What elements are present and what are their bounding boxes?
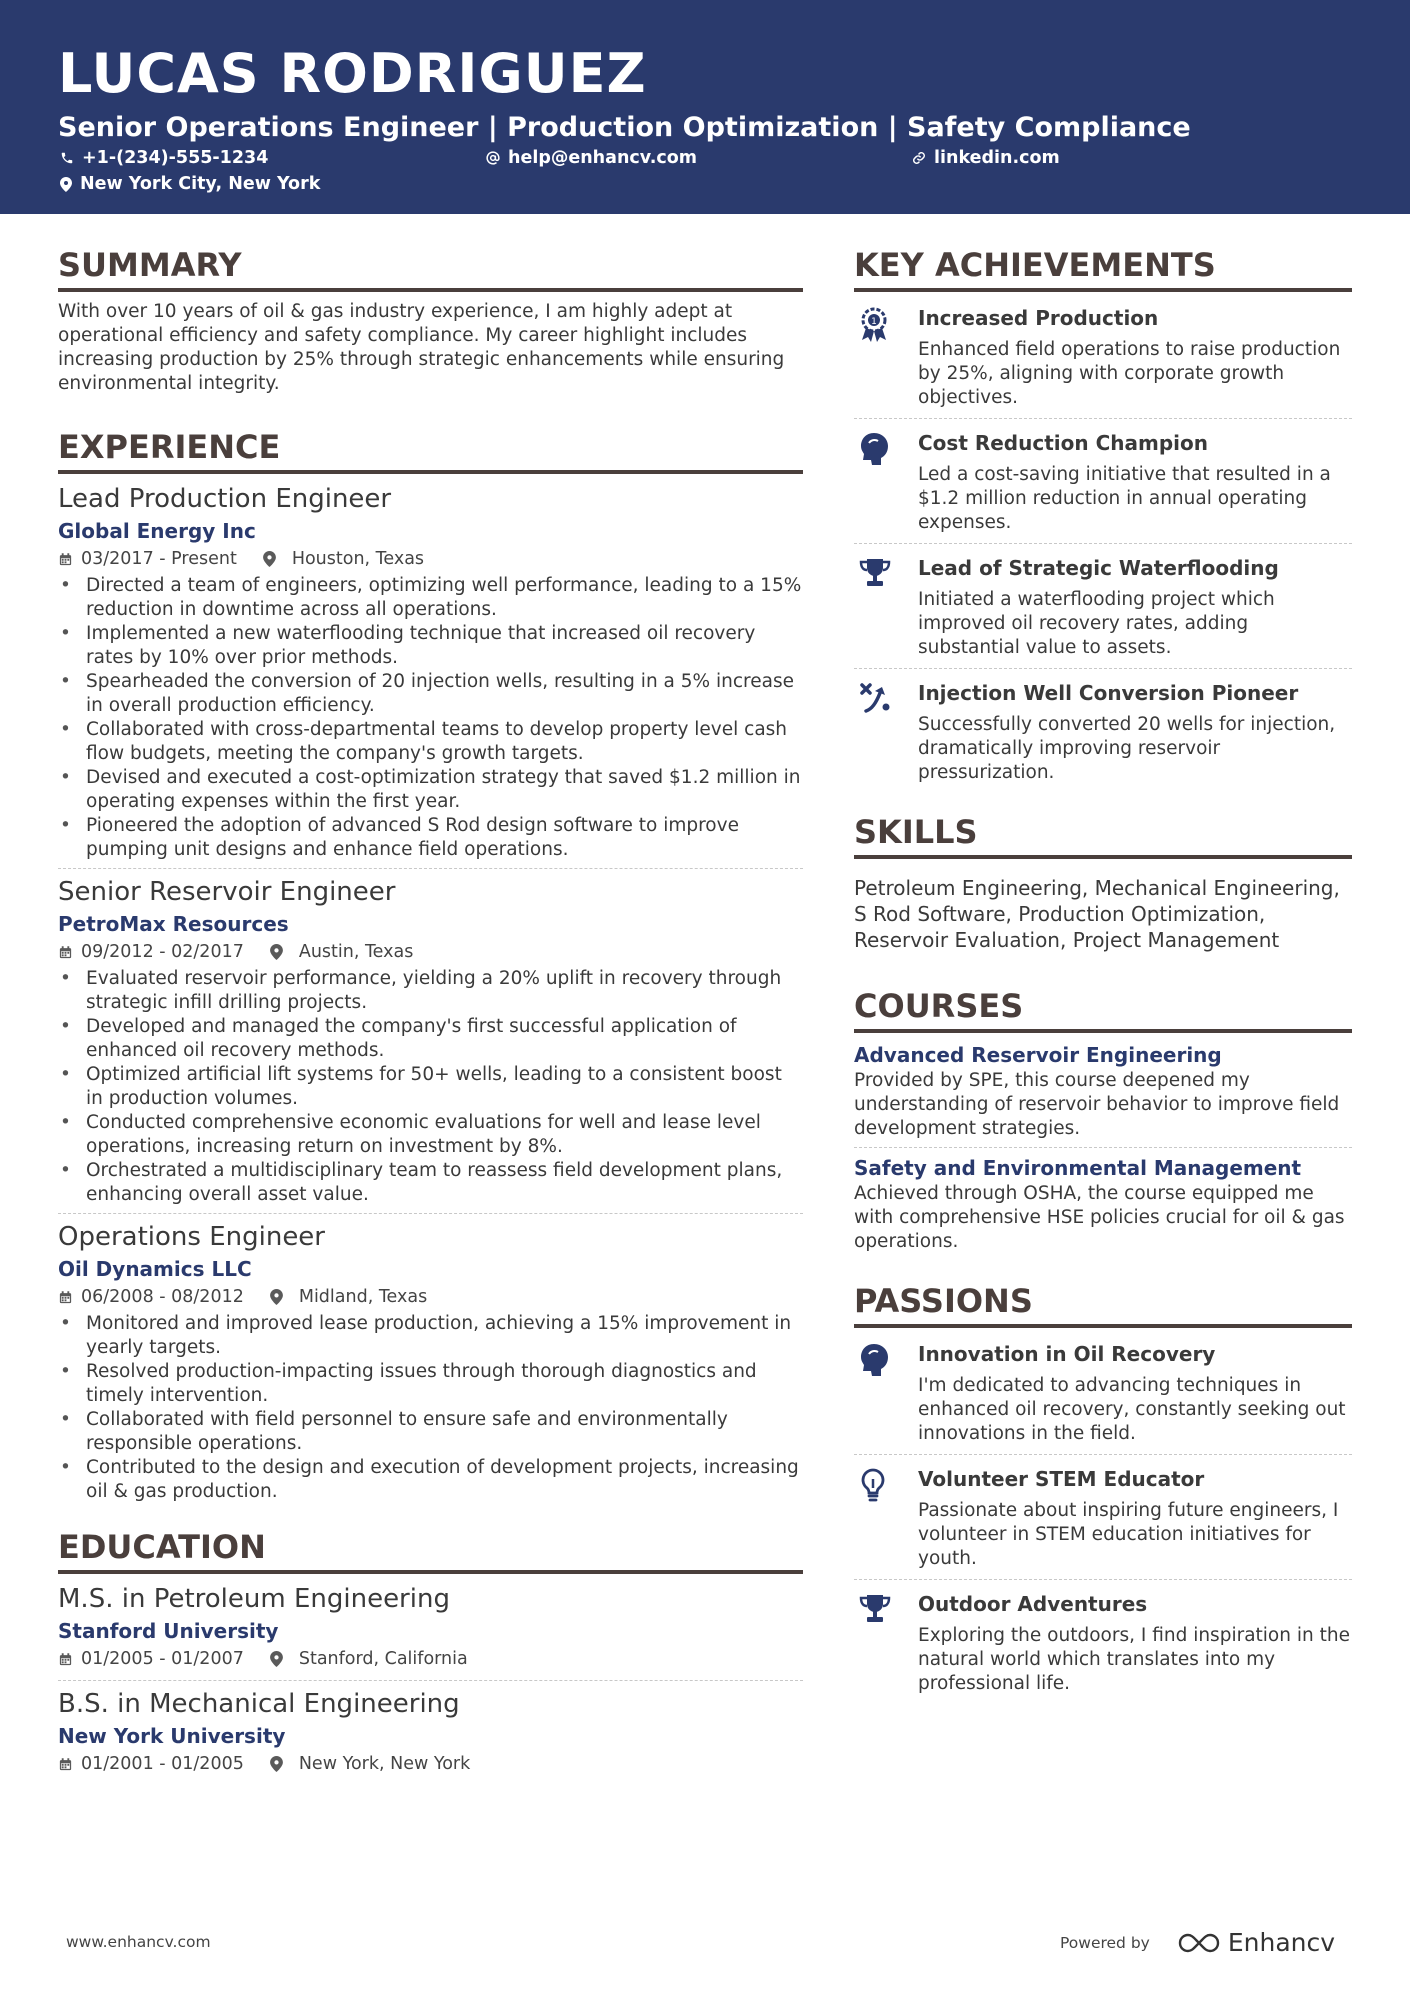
location-pin-icon	[270, 1651, 291, 1667]
bullet-item: • Monitored and improved lease production, achieving a 15% improvement in yearly targets.	[86, 1312, 803, 1360]
achievements-item-text: Led a cost-saving initiative that resulted in a $1.2 million reduction in annual operating expenses.	[918, 464, 1331, 533]
passions-item	[854, 1580, 1352, 1702]
achievements-content	[918, 554, 1352, 660]
location-pin-icon	[270, 1289, 291, 1305]
strategy-icon	[854, 679, 918, 785]
bullet-item: • Orchestrated a multidisciplinary team to reassess field development plans, enhancing overall asset value.	[86, 1159, 803, 1207]
meta-row	[58, 1646, 803, 1672]
bullet-item: • Resolved production-impacting issues through thorough diagnostics and timely intervention.	[86, 1360, 803, 1408]
phone-contact[interactable]	[60, 146, 268, 170]
enhancv-logo[interactable]	[1176, 1928, 1335, 1957]
achievements-item-title: Injection Well Conversion Pioneer	[918, 681, 1299, 705]
achievements-item-title: Increased Production	[918, 306, 1159, 330]
divider	[58, 1213, 803, 1214]
trophy-icon	[854, 554, 918, 660]
passions-item-title: Innovation in Oil Recovery	[918, 1342, 1216, 1366]
achievements-title: KEY ACHIEVEMENTS	[854, 244, 1352, 292]
company-name: Global Energy Inc	[58, 519, 256, 543]
enhancv-logo-text: Enhancv	[1227, 1928, 1336, 1957]
bullet-item: • Developed and managed the company's first successful application of enhanced oil recovery methods.	[86, 1015, 803, 1063]
course-item	[854, 1041, 1352, 1148]
footer-powered	[1060, 1928, 1335, 1957]
education-item	[58, 1582, 803, 1681]
degree-title: B.S. in Mechanical Engineering	[58, 1689, 460, 1719]
meta-row	[58, 1284, 803, 1310]
achievements-item	[854, 669, 1352, 791]
trophy-icon	[854, 1590, 918, 1696]
passions-list	[854, 1330, 1352, 1702]
email-text: help@enhancv.com	[508, 148, 698, 168]
divider	[58, 868, 803, 869]
calendar-icon	[58, 1652, 81, 1667]
school-name: Stanford University	[58, 1619, 279, 1643]
achievements-item-text: Enhanced field operations to raise production by 25%, aligning with corporate growth objectives.	[918, 339, 1341, 408]
at-icon	[486, 151, 500, 165]
footer-website[interactable]: www.enhancv.com	[66, 1933, 211, 1951]
passions-item-text: I'm dedicated to advancing techniques in enhanced oil recovery, constantly seeking out innovations in the field.	[918, 1375, 1346, 1444]
bullet-item: • Devised and executed a cost-optimization strategy that saved $1.2 million in operating expenses within the first year.	[86, 766, 803, 814]
enhancv-logo-icon	[1176, 1931, 1222, 1955]
phone-icon	[60, 151, 74, 165]
achievements-content	[918, 679, 1352, 785]
passions-item	[854, 1455, 1352, 1577]
summary-title: SUMMARY	[58, 244, 803, 292]
experience-list	[58, 482, 803, 1504]
linkedin-contact[interactable]	[912, 146, 1060, 170]
course-text: Provided by SPE, this course deepened my understanding of reservoir behavior to improve field development strategies.	[854, 1070, 1340, 1139]
school-name: New York University	[58, 1724, 286, 1748]
skills-title: SKILLS	[854, 811, 1352, 859]
achievements-content	[918, 429, 1352, 535]
right-column	[854, 244, 1352, 1702]
head-icon	[854, 1340, 918, 1446]
experience-item	[58, 875, 803, 1214]
job-role: Lead Production Engineer	[58, 484, 392, 514]
candidate-name: LUCAS RODRIGUEZ	[58, 42, 647, 105]
degree-title: M.S. in Petroleum Engineering	[58, 1584, 450, 1614]
passions-title: PASSIONS	[854, 1280, 1352, 1328]
calendar-icon	[58, 1757, 81, 1772]
achievements-item-title: Lead of Strategic Waterflooding	[918, 556, 1279, 580]
course-text: Achieved through OSHA, the course equipped me with comprehensive HSE policies crucial for oil & gas operations.	[854, 1183, 1345, 1252]
bullet-item: • Optimized artificial lift systems for 50+ wells, leading to a consistent boost in production volumes.	[86, 1063, 803, 1111]
bullet-item: • Pioneered the adoption of advanced S Rod design software to improve pumping unit designs and enhance field operations.	[86, 814, 803, 862]
achievements-list	[854, 294, 1352, 791]
bullet-list	[58, 574, 803, 862]
achievements-item-text: Successfully converted 20 wells for injection, dramatically improving reservoir pressurization.	[918, 714, 1336, 783]
experience-title: EXPERIENCE	[58, 426, 803, 474]
achievements-item	[854, 544, 1352, 666]
phone-text: +1-(234)-555-1234	[82, 148, 269, 168]
meta-row	[58, 939, 803, 965]
linkedin-text: linkedin.com	[934, 148, 1060, 168]
bullet-item: • Spearheaded the conversion of 20 injection wells, resulting in a 5% increase in overall production efficiency.	[86, 670, 803, 718]
calendar-icon	[58, 945, 81, 960]
date-range: 06/2008 - 08/2012	[81, 1287, 244, 1307]
education-title: EDUCATION	[58, 1526, 803, 1574]
bullet-list	[58, 967, 803, 1207]
job-role: Senior Reservoir Engineer	[58, 877, 396, 907]
location-text: Houston, Texas	[291, 549, 425, 569]
meta-row	[58, 1751, 803, 1777]
bullet-item: • Evaluated reservoir performance, yielding a 20% uplift in recovery through strategic infill drilling projects.	[86, 967, 803, 1015]
experience-item	[58, 482, 803, 869]
location-pin-icon	[270, 944, 291, 960]
experience-item	[58, 1220, 803, 1504]
bullet-item: • Contributed to the design and execution of development projects, increasing oil & gas production.	[86, 1456, 803, 1504]
passions-content	[918, 1465, 1352, 1571]
bullet-item: • Collaborated with cross-departmental teams to develop property level cash flow budgets, meeting the company's growth targets.	[86, 718, 803, 766]
bullet-list	[58, 1312, 803, 1504]
course-title: Advanced Reservoir Engineering	[854, 1043, 1222, 1067]
passions-item-text: Exploring the outdoors, I find inspiration in the natural world which translates into my professional life.	[918, 1625, 1350, 1694]
passions-item	[854, 1330, 1352, 1452]
location-text: New York City, New York	[80, 174, 321, 194]
course-item	[854, 1154, 1352, 1254]
achievements-item	[854, 294, 1352, 416]
resume-header	[0, 0, 1410, 214]
course-title: Safety and Environmental Management	[854, 1156, 1302, 1180]
calendar-icon	[58, 552, 81, 567]
summary-text: With over 10 years of oil & gas industry experience, I am highly adept at operational efficiency and safety compliance. My career highlight includes increasing production by 25% through strategic enhancements while ensuring environmental integrity.	[58, 301, 785, 394]
email-contact[interactable]	[486, 146, 697, 170]
passions-content	[918, 1590, 1352, 1696]
date-range: 01/2001 - 01/2005	[81, 1754, 244, 1774]
candidate-headline: Senior Operations Engineer | Production Optimization | Safety Compliance	[58, 112, 1191, 143]
achievements-item-text: Initiated a waterflooding project which improved oil recovery rates, adding substantial value to assets.	[918, 589, 1275, 658]
date-range: 03/2017 - Present	[81, 549, 237, 569]
location-contact	[60, 172, 320, 196]
location-pin-icon	[263, 551, 284, 567]
left-column	[58, 244, 803, 1777]
education-list	[58, 1582, 803, 1777]
achievements-content	[918, 304, 1352, 410]
bullet-item: • Directed a team of engineers, optimizing well performance, leading to a 15% reduction in downtime across all operations.	[86, 574, 803, 622]
location-text: New York, New York	[298, 1754, 471, 1774]
passions-item-title: Outdoor Adventures	[918, 1592, 1148, 1616]
company-name: Oil Dynamics LLC	[58, 1257, 252, 1281]
education-item	[58, 1687, 803, 1777]
skills-text: Petroleum Engineering, Mechanical Engineering, S Rod Software, Production Optimization, Reservoir Evaluation, Project Management	[854, 876, 1340, 952]
courses-title: COURSES	[854, 985, 1352, 1033]
divider	[58, 1680, 803, 1681]
passions-item-text: Passionate about inspiring future engineers, I volunteer in STEM education initiatives for youth.	[918, 1500, 1339, 1569]
meta-row	[58, 546, 803, 572]
achievements-item-title: Cost Reduction Champion	[918, 431, 1208, 455]
date-range: 01/2005 - 01/2007	[81, 1649, 244, 1669]
courses-list	[854, 1041, 1352, 1254]
head-icon	[854, 429, 918, 535]
location-pin-icon	[60, 177, 72, 192]
calendar-icon	[58, 1290, 81, 1305]
svg-text:1: 1	[871, 317, 877, 327]
passions-item-title: Volunteer STEM Educator	[918, 1467, 1205, 1491]
divider	[854, 1147, 1352, 1148]
location-text: Midland, Texas	[298, 1287, 428, 1307]
location-pin-icon	[270, 1756, 291, 1772]
date-range: 09/2012 - 02/2017	[81, 942, 244, 962]
bullet-item: • Implemented a new waterflooding technique that increased oil recovery rates by 10% over prior methods.	[86, 622, 803, 670]
powered-by-text: Powered by	[1060, 1933, 1150, 1952]
lightbulb-icon	[854, 1465, 918, 1571]
bullet-item: • Collaborated with field personnel to ensure safe and environmentally responsible operations.	[86, 1408, 803, 1456]
passions-content	[918, 1340, 1352, 1446]
award-icon	[854, 304, 918, 410]
job-role: Operations Engineer	[58, 1222, 325, 1252]
location-text: Stanford, California	[298, 1649, 468, 1669]
location-text: Austin, Texas	[298, 942, 414, 962]
achievements-item	[854, 419, 1352, 541]
link-icon	[912, 151, 926, 165]
bullet-item: • Conducted comprehensive economic evaluations for well and lease level operations, increasing return on investment by 8%.	[86, 1111, 803, 1159]
company-name: PetroMax Resources	[58, 912, 289, 936]
